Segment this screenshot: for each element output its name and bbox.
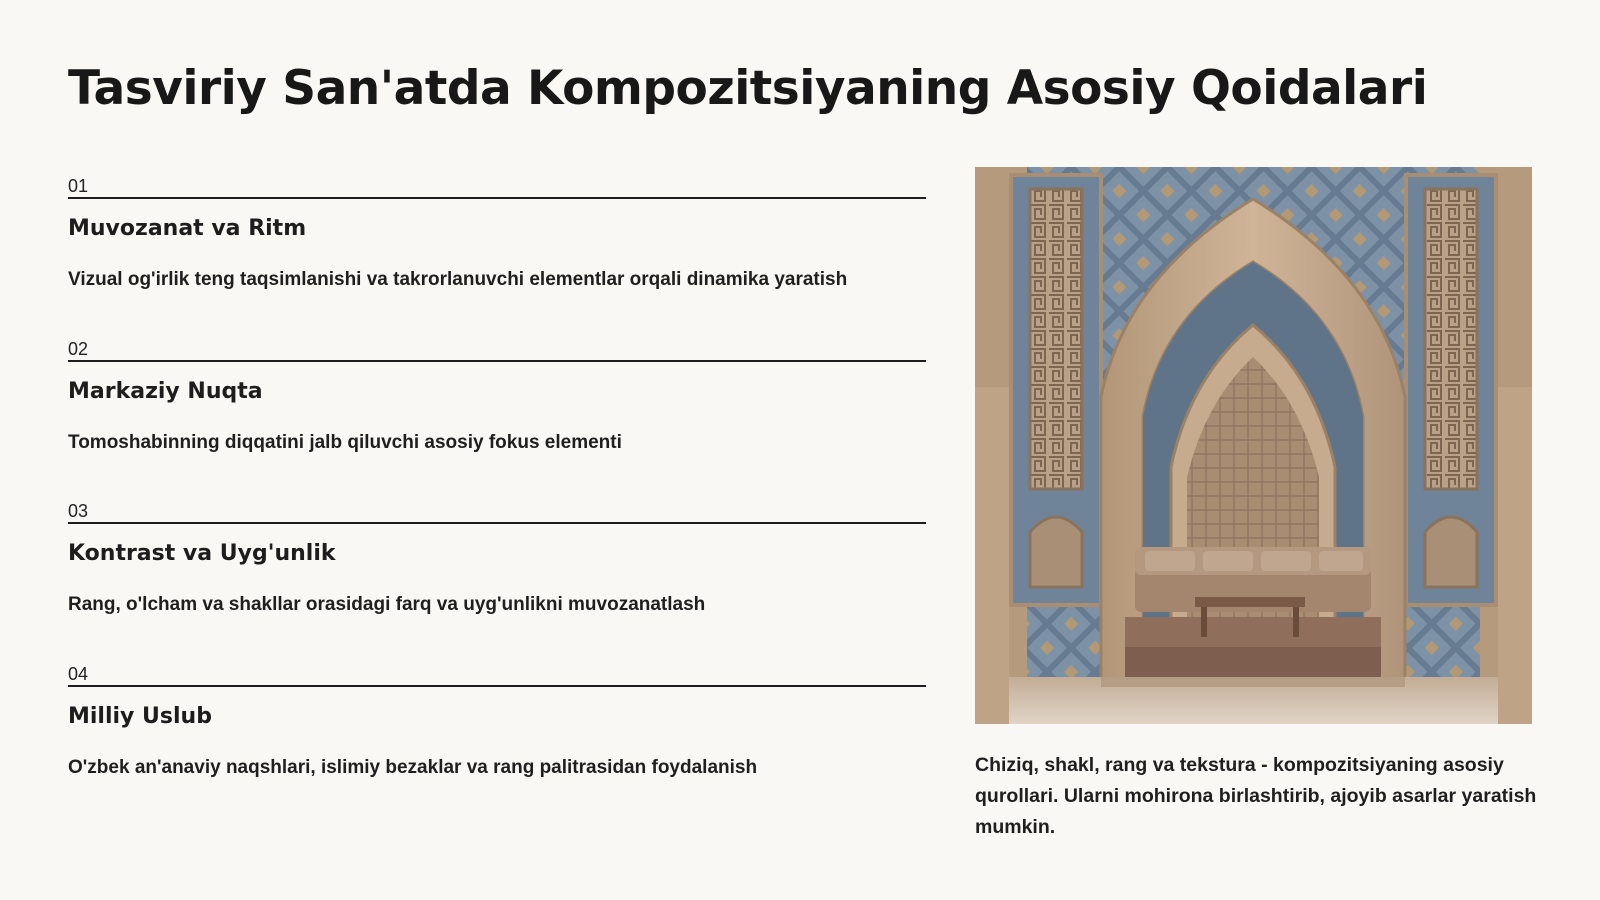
item-description: Tomoshabinning diqqatini jalb qiluvchi asosiy fokus elementi [68,432,622,453]
item-number: 01 [68,176,89,196]
rule-item-2 [68,339,926,455]
item-divider [68,197,926,199]
item-heading: Kontrast va Uyg'unlik [68,541,336,566]
item-heading: Muvozanat va Ritm [68,216,307,241]
page-title: Tasviriy San'atda Kompozitsiyaning Asosiy Qoidalari [68,61,1428,116]
item-heading: Markaziy Nuqta [68,379,263,404]
item-divider [68,360,926,362]
item-heading: Milliy Uslub [68,704,212,729]
item-number: 04 [68,664,89,684]
arch-interior-image [975,167,1532,724]
rule-item-1 [68,176,926,292]
item-number: 03 [68,501,89,521]
item-divider [68,685,926,687]
item-description: Vizual og'irlik teng taqsimlanishi va takrorlanuvchi elementlar orqali dinamika yaratish [68,269,848,290]
item-description: Rang, o'lcham va shakllar orasidagi farq va uyg'unlikni muvozanatlash [68,594,706,615]
item-description: O'zbek an'anaviy naqshlari, islimiy bezaklar va rang palitrasidan foydalanish [68,757,758,778]
rule-item-3 [68,501,926,617]
item-divider [68,522,926,524]
architecture-illustration [975,167,1532,724]
rule-item-4 [68,664,926,780]
item-number: 02 [68,339,89,359]
image-caption: Chiziq, shakl, rang va tekstura - kompozitsiyaning asosiy qurollari. Ularni mohirona birlashtirib, ajoyib asarlar yaratish mumkin. [975,754,1537,838]
